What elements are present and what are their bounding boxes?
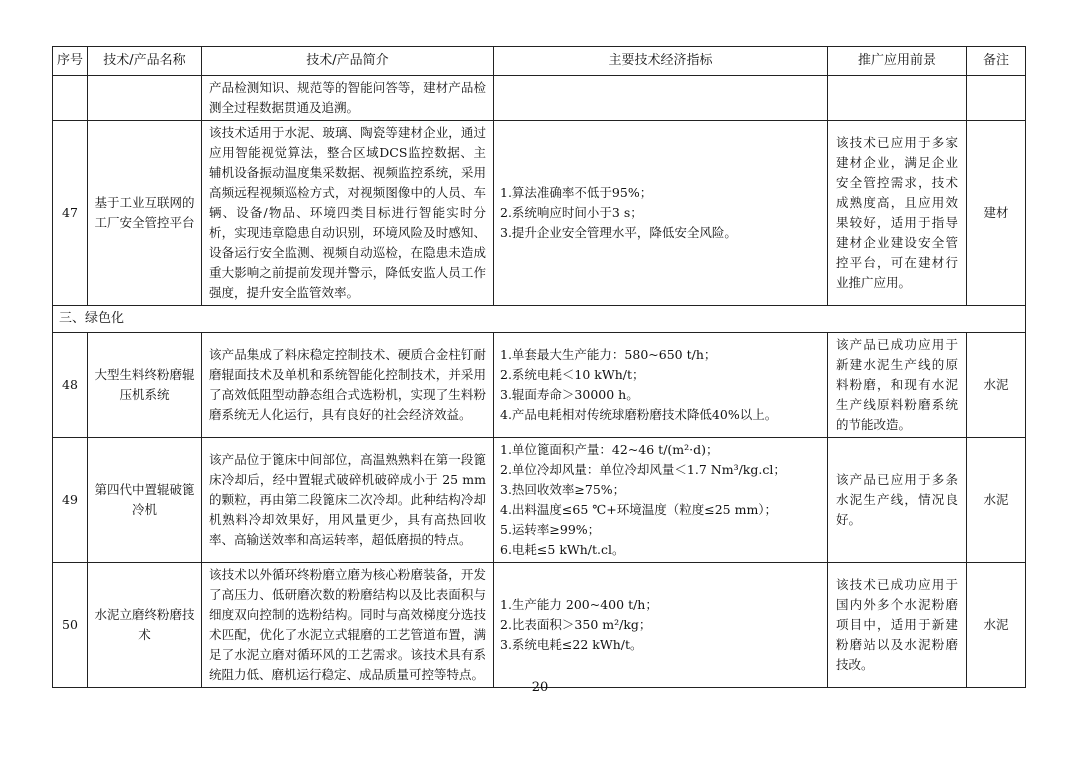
- table-row: [53, 563, 1026, 688]
- header-indicators: 主要技术经济指标: [494, 47, 828, 76]
- row-indicators: [494, 121, 828, 306]
- row-no: 50: [53, 563, 88, 688]
- header-name: 技术/产品名称: [88, 47, 202, 76]
- row-no: 48: [53, 333, 88, 438]
- row-prospects: 该技术已应用于多家建材企业，满足企业安全管控需求，技术成熟度高，且应用效果较好，适用于指导建材企业建设安全管控平台，可在建材行业推广应用。: [828, 121, 967, 306]
- row-prospects: 该产品已应用于多条水泥生产线，情况良好。: [828, 438, 967, 563]
- section-title: 三、绿色化: [53, 306, 1026, 333]
- header-prospects: 推广应用前景: [828, 47, 967, 76]
- technology-table: [52, 46, 1026, 688]
- row-name: 基于工业互联网的工厂安全管控平台: [88, 121, 202, 306]
- header-note: 备注: [967, 47, 1026, 76]
- row-no: 47: [53, 121, 88, 306]
- header-no: 序号: [53, 47, 88, 76]
- indicator-line: 2.系统电耗＜10 kWh/t；: [500, 367, 645, 382]
- indicator-line: 4.出料温度≤65 ℃+环境温度（粒度≤25 mm）；: [500, 502, 778, 517]
- indicator-line: 1.单套最大生产能力：580~650 t/h；: [500, 347, 717, 362]
- row-desc: 该技术以外循环终粉磨立磨为核心粉磨装备，开发了高压力、低研磨次数的粉磨结构以及比表面积与细度双向控制的选粉结构。同时与高效梯度分选技术匹配，优化了水泥立式辊磨的工艺管道布置，满足了水泥立磨对循环风的工艺需求。该技术具有系统阻力低、磨机运行稳定、成品质量可控等特点。: [202, 563, 494, 688]
- indicator-line: 4.产品电耗相对传统球磨粉磨技术降低40%以上。: [500, 407, 778, 422]
- table-row: [53, 333, 1026, 438]
- indicator-line: 2.单位冷却风量：单位冷却风量＜1.7 Nm³/kg.cl；: [500, 462, 786, 477]
- row-desc: 该产品位于篦床中间部位，高温熟熟料在第一段篦床冷却后，经中置辊式破碎机破碎成小于 25 mm的颗粒，再由第二段篦床二次冷却。此种结构冷却机熟料冷却效果好，用风量更少，具有高热回收率、高输送效率和高运转率，超低磨损的特点。: [202, 438, 494, 563]
- indicator-line: 3.热回收效率≥75%；: [500, 482, 626, 497]
- header-row: [53, 47, 1026, 76]
- row-name: 水泥立磨终粉磨技术: [88, 563, 202, 688]
- table-row: [53, 121, 1026, 306]
- row-indicators: [494, 438, 828, 563]
- row-prospects: 该技术已成功应用于国内外多个水泥粉磨项目中，适用于新建粉磨站以及水泥粉磨技改。: [828, 563, 967, 688]
- row-desc: 产品检测知识、规范等的智能问答等，建材产品检测全过程数据贯通及追溯。: [202, 76, 494, 121]
- table-row: [53, 438, 1026, 563]
- row-no: 49: [53, 438, 88, 563]
- row-indicators: [494, 563, 828, 688]
- row-indicators: [494, 333, 828, 438]
- row-prospects: 该产品已成功应用于新建水泥生产线的原料粉磨，和现有水泥生产线原料粉磨系统的节能改造。: [828, 333, 967, 438]
- indicator-line: 5.运转率≥99%；: [500, 522, 601, 537]
- indicator-line: 3.提升企业安全管理水平，降低安全风险。: [500, 225, 737, 240]
- page-number: 20: [531, 680, 549, 695]
- row-name: 第四代中置辊破篦冷机: [88, 438, 202, 563]
- row-note: 水泥: [967, 333, 1026, 438]
- indicator-line: 3.辊面寿命＞30000 h。: [500, 387, 639, 402]
- indicator-line: 1.单位篦面积产量：42~46 t/(m²·d)；: [500, 442, 719, 457]
- row-note: 水泥: [967, 563, 1026, 688]
- table-row-continuation: [53, 76, 1026, 121]
- indicator-line: 1.生产能力 200~400 t/h；: [500, 597, 658, 612]
- row-note: 水泥: [967, 438, 1026, 563]
- indicator-line: 3.系统电耗≤22 kWh/t。: [500, 637, 643, 652]
- indicator-line: 2.系统响应时间小于3 s；: [500, 205, 643, 220]
- row-note: 建材: [967, 121, 1026, 306]
- header-desc: 技术/产品简介: [202, 47, 494, 76]
- indicator-line: 1.算法准确率不低于95%；: [500, 185, 653, 200]
- section-row: [53, 306, 1026, 333]
- row-desc: 该产品集成了料床稳定控制技术、硬质合金柱钉耐磨辊面技术及单机和系统智能化控制技术，并采用了高效低阻型动静态组合式选粉机，实现了生料粉磨系统无人化运行，具有良好的社会经济效益。: [202, 333, 494, 438]
- indicator-line: 6.电耗≤5 kWh/t.cl。: [500, 542, 625, 557]
- row-desc: 该技术适用于水泥、玻璃、陶瓷等建材企业，通过应用智能视觉算法，整合区域DCS监控数据、主辅机设备振动温度集采数据、视频监控系统，采用高频远程视频巡检方式，对视频图像中的人员、车辆、设备/物品、环境四类目标进行智能实时分析，实现违章隐患自动识别，环境风险及时感知、设备运行安全监测、视频自动巡检，在隐患未造成重大影响之前提前发现并警示，降低安监人员工作强度，提升安全监管效率。: [202, 121, 494, 306]
- indicator-line: 2.比表面积＞350 m²/kg；: [500, 617, 652, 632]
- row-name: 大型生料终粉磨辊压机系统: [88, 333, 202, 438]
